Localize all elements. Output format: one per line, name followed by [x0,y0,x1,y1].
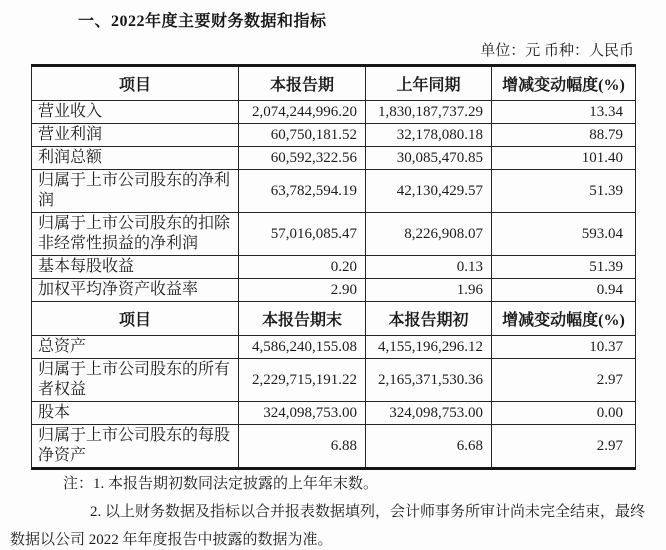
change-value: 0.94 [492,279,636,302]
item-label: 营业收入 [32,101,239,124]
change-value: 88.79 [492,124,636,147]
table-row-net-profit [32,170,636,213]
prior-value: 1,830,187,737.29 [366,101,492,124]
prior-value: 1.96 [366,279,492,302]
col-header-item: 项目 [32,302,239,336]
item-label: 股本 [32,402,239,425]
table-row-share-capital [32,402,636,425]
footnote-line: 数据以公司 2022 年年度报告中披露的数据为准。 [10,532,333,548]
change-value: 0.00 [492,402,636,425]
current-value: 63,782,594.19 [239,170,366,213]
section1-header-row [32,66,636,101]
current-value: 57,016,085.47 [239,213,366,256]
prior-value: 42,130,429.57 [366,170,492,213]
table-row-basic-eps [32,256,636,279]
item-label: 归属于上市公司股东的每股净资产 [32,425,239,469]
change-value: 51.39 [492,170,636,213]
prior-value: 8,226,908.07 [366,213,492,256]
table-row-total-assets [32,336,636,359]
period-end-value: 2,229,715,191.22 [239,359,366,402]
table-row-weighted-avg-roe [32,279,636,302]
item-label: 归属于上市公司股东的扣除非经常性损益的净利润 [32,213,239,256]
col-header-item: 项目 [32,66,239,101]
col-header-period-end: 本报告期末 [239,302,366,336]
current-value: 2,074,244,996.20 [239,101,366,124]
table-row-total-profit [32,147,636,170]
footnotes [0,475,666,550]
page-title: 一、2022年度主要财务数据和指标 [78,13,327,30]
footnote-line: 注：1. 本报告期初数同法定披露的上年年末数。 [63,476,379,492]
period-end-value: 6.88 [239,425,366,469]
period-end-value: 324,098,753.00 [239,402,366,425]
financial-data-table [31,64,636,470]
current-value: 2.90 [239,279,366,302]
change-value: 13.34 [492,101,636,124]
unit-currency-label: 单位：元 币种：人民币 [480,43,634,59]
change-value: 101.40 [492,147,636,170]
current-value: 60,592,322.56 [239,147,366,170]
period-begin-value: 324,098,753.00 [366,402,492,425]
period-begin-value: 6.68 [366,425,492,469]
table-row-owners-equity [32,359,636,402]
item-label: 基本每股收益 [32,256,239,279]
item-label: 总资产 [32,336,239,359]
table-row-operating-profit [32,124,636,147]
item-label: 归属于上市公司股东的净利润 [32,170,239,213]
change-value: 10.37 [492,336,636,359]
change-value: 2.97 [492,425,636,469]
current-value: 0.20 [239,256,366,279]
prior-value: 30,085,470.85 [366,147,492,170]
change-value: 2.97 [492,359,636,402]
col-header-prior-period: 上年同期 [366,66,492,101]
change-value: 593.04 [492,213,636,256]
section2-header-row [32,302,636,336]
period-end-value: 4,586,240,155.08 [239,336,366,359]
col-header-change-pct: 增减变动幅度(%) [492,302,636,336]
prior-value: 0.13 [366,256,492,279]
item-label: 营业利润 [32,124,239,147]
footnote-line: 2. 以上财务数据及指标以合并报表数据填列，会计师事务所审计尚未完全结束，最终 [90,504,646,520]
item-label: 利润总额 [32,147,239,170]
item-label: 归属于上市公司股东的所有者权益 [32,359,239,402]
col-header-period-begin: 本报告期初 [366,302,492,336]
financial-report-page [0,8,666,550]
table-row-net-assets-per-share [32,425,636,469]
item-label: 加权平均净资产收益率 [32,279,239,302]
prior-value: 32,178,080.18 [366,124,492,147]
table-row-net-profit-excl-nonrecurring [32,213,636,256]
col-header-change-pct: 增减变动幅度(%) [492,66,636,101]
period-begin-value: 4,155,196,296.12 [366,336,492,359]
change-value: 51.39 [492,256,636,279]
period-begin-value: 2,165,371,530.36 [366,359,492,402]
current-value: 60,750,181.52 [239,124,366,147]
col-header-current-period: 本报告期 [239,66,366,101]
table-row-revenue [32,101,636,124]
